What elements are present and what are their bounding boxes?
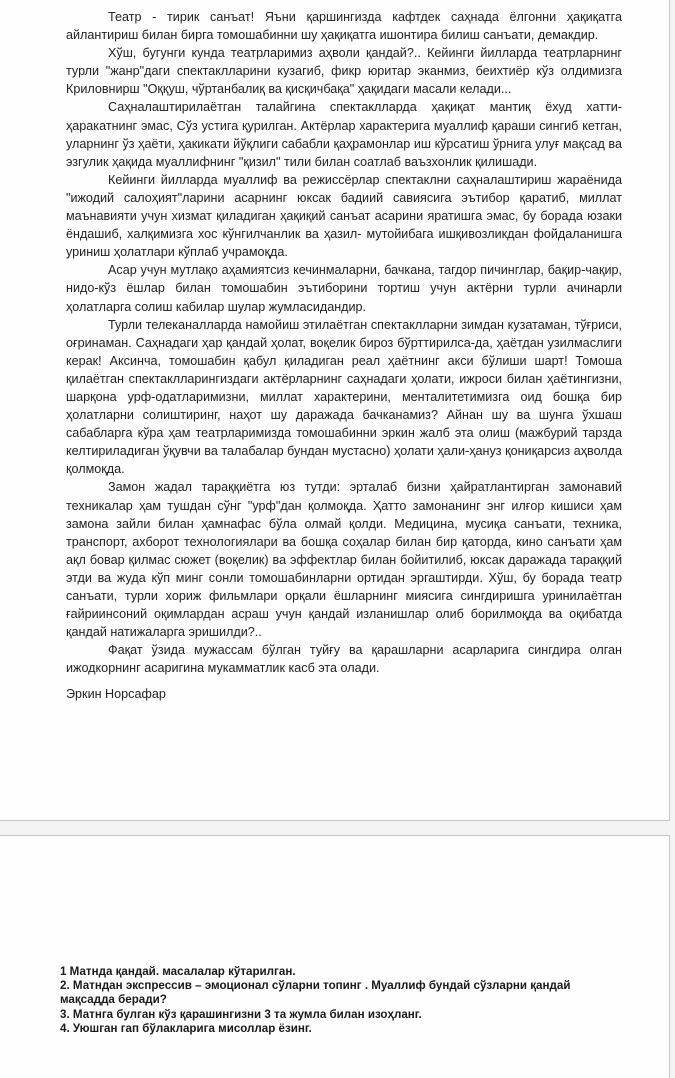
paragraph: Хўш, бугунги кунда театрларимиз аҳволи қандай?.. Кейинги йилларда театрларнинг турли "жанр"даги спектаклларини кузагиб, фикр юритар эканмиз, беихтиёр кўз олдимизга Криловнирш "Оққуш, чўртанбалиқ ва қисқичбақа" ҳақидаги масали келади... (66, 46, 622, 97)
question-item: 2. Матндан экспрессив – эмоционал сўларни топинг . Муаллиф бундай сўзларни қандай мақсадда беради? (60, 979, 571, 1007)
question-item: 1 Матнда қандай. масалалар кўтарилган. (60, 965, 296, 978)
questions-page (0, 835, 670, 1078)
questions-list (60, 965, 605, 1036)
author-signature: Эркин Норсафар (66, 687, 166, 702)
question-item: 3. Матнга булган кўз қарашингизни 3 та жумла билан изоҳланг. (60, 1007, 422, 1021)
paragraph: Турли телеканалларда намойиш этилаётган спектаклларни зимдан кузатаман, тўғриси, оғринаман. Саҳнадаги ҳар қандай ҳолат, воқелик бироз бўрттирилса-да, ҳаётдан узилмаслиги керак! Аксинча, томошабин қабул қиладиган реал ҳаётнинг акси бўлиши шарт! Томоша қилаётган спектаклларингиздаги актёрларнинг саҳнадаги ҳолати, ижроси билан ҳаётингизни, шарқона урф-одатларимизни, миллат характерини, менталитетимизга оид бошқа бир ҳолатларни солиштиринг, наҳот шу даражада бачканамиз? Айнан шу ва шунга ўхшаш сабабларга кўра ҳам театрларимизда томошабинни эркин жалб эта олиш (мажбурий тарзда келтириладиган ўқувчи ва талабалар бундан мустасно) ҳолати ҳали-ҳануз қониқарсиз аҳволда қолмоқда. (66, 317, 622, 477)
paragraph: Замон жадал тараққиётга юз тутди: эрталаб бизни ҳайратлантирган замонавий техникалар ҳам тушдан сўнг "урф"дан қолмоқда. Ҳатто замонанинг энг илғор кишиси ҳам замона зайли билан ҳамнафас бўла олмай қолди. Медицина, мусиқа санъати, техника, транспорт, ахборот технологиялари ва бошқа соҳалар билан бир қаторда, кино санъати ҳам ақл бовар қилмас сюжет (воқелик) ва эффектлар билан бойитилиб, юксак даражада тараққий этди ва жуда кўп минг сонли томошабинларни ортидан эргаштирди. Хўш, бу борада театр санъати, турли хориж фильмлари орқали ёшларнинг миясига сингдиришга уринилаётган ғайриинсоний оқимлардан асраш учун қандай изланишлар олиб борилмоқда ва оқибатда қандай натижаларга эришилди?.. (66, 480, 622, 640)
paragraph: Саҳналаштирилаётган талайгина спектаклларда ҳақиқат мантиқ ёхуд хатти-ҳаракатнинг эмас, Сўз устига қурилган. Актёрлар характерига муаллиф қараши сингиб кетган, уларнинг ўз ҳаёти, ҳакикати йўқлиги сабабли қаҳрамонлар иш кўрсатиш ўрнига улуғ мақсад ва эзгулик ҳақида муаллифнинг "қизил" тили билан соатлаб ваъзхонлик қилишади. (66, 100, 622, 169)
paragraph: Фақат ўзида мужассам бўлган туйғу ва қарашларни асарларига сингдира олган ижодкорнинг асаригина мукамматлик касб эта олади. (66, 643, 622, 676)
question-item: 4. Уюшган гап бўлакларига мисоллар ёзинг. (60, 1021, 312, 1035)
paragraph: Асар учун мутлақо аҳамиятсиз кечинмаларни, бачкана, тагдор пичинглар, бақир-чақир, нидо-кўз ёшлар билан томошабин эътиборини тортиш учун актёрни турли ачинарли ҳолатларга солиш кабилар шулар жумласидандир. (66, 263, 622, 314)
paragraph: Кейинги йилларда муаллиф ва режиссёрлар спектаклни саҳналаштириш жараёнида "ижодий салоҳият"ларини асарнинг юксак бадиий савиясига эътибор қаратиб, миллат маънавияти учун хизмат қиладиган ҳақиқий санъат асарини яратишга эмас, бу борада юзаки ёндашиб, халқимизга хос кўнгилчанлик ва ҳазил- мутойибага ишқивозликдан фойдаланишга уриниш ҳолатлари кўплаб учрамоқда. (66, 172, 622, 260)
article-text (66, 8, 622, 704)
paragraph: Театр - тирик санъат! Яъни қаршингизда кафтдек саҳнада ёлгонни ҳақиқатга айлантириш билан бирга томошабинни шу ҳақиқатга ишонтира билиш санъати, демакдир. (66, 10, 622, 43)
